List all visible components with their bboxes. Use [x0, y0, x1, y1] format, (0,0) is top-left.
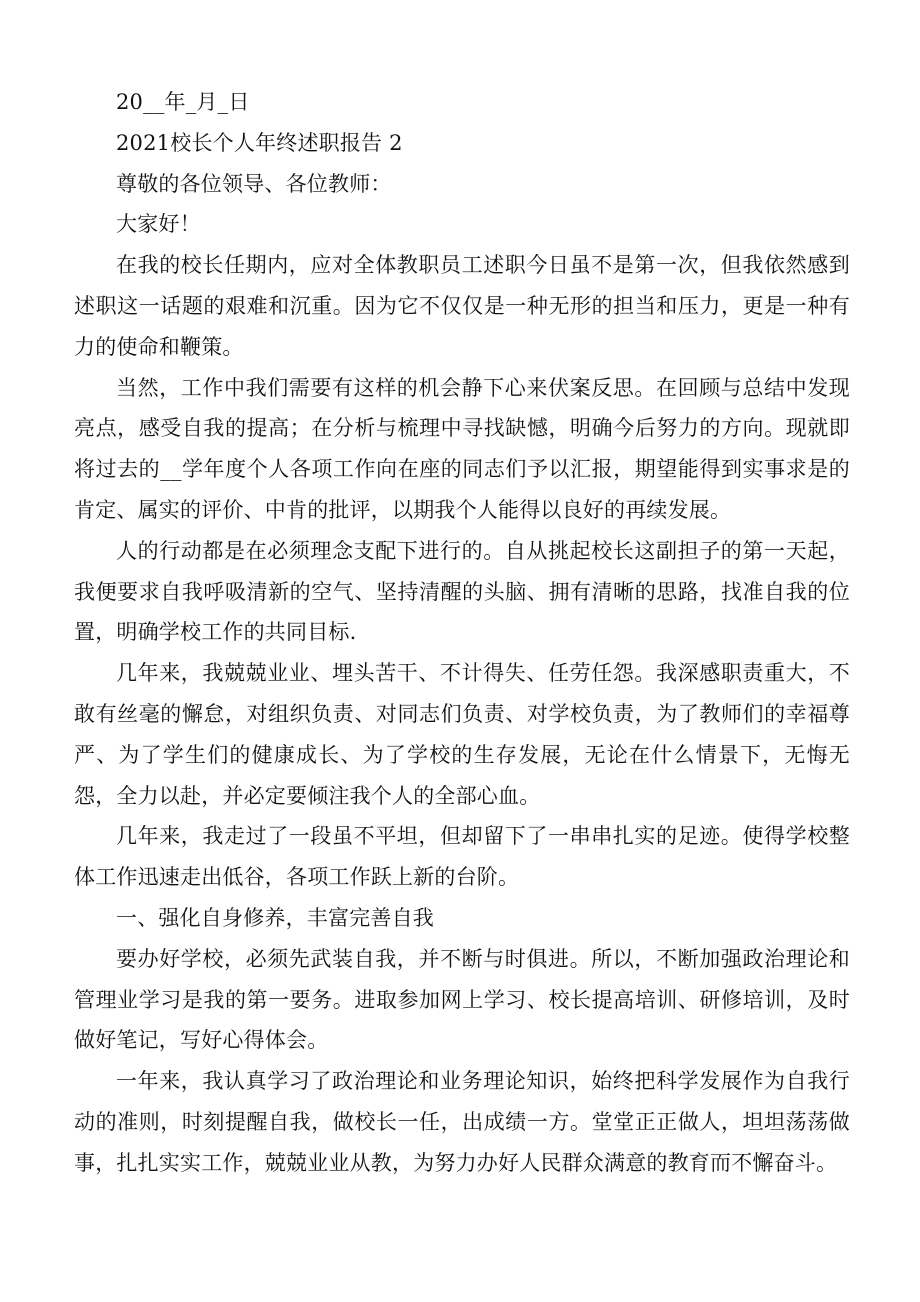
- paragraph-3: 人的行动都是在必须理念支配下进行的。自从挑起校长这副担子的第一天起，我便要求自我呼吸清新的空气、坚持清醒的头脑、拥有清晰的思路，找准自我的位置，明确学校工作的共同目标.: [74, 538, 850, 645]
- paragraph-1: 在我的校长任期内，应对全体教职员工述职今日虽不是第一次，但我依然感到述职这一话题的艰难和沉重。因为它不仅仅是一种无形的担当和压力，更是一种有力的使命和鞭策。: [74, 253, 850, 359]
- document-title: 2021校长个人年终述职报告 2: [116, 130, 403, 155]
- paragraph-2: 当然，工作中我们需要有这样的机会静下心来伏案反思。在回顾与总结中发现亮点，感受自我的提高；在分析与梳理中寻找缺憾，明确今后努力的方向。现就即将过去的__学年度个人各项工作向在座的同志们予以汇报，期望能得到实事求是的肯定、属实的评价、中肯的批评，以期我个人能得以良好的再续发展。: [74, 375, 850, 522]
- salutation: 尊敬的各位领导、各位教师：: [116, 171, 392, 196]
- section-heading: 一、强化自身修养，丰富完善自我: [116, 905, 434, 930]
- date-line: 20__年_月_日: [116, 90, 250, 114]
- section-paragraph-2: 一年来，我认真学习了政治理论和业务理论知识，始终把科学发展作为自我行动的准则，时刻提醒自我，做校长一任，出成绩一方。堂堂正正做人，坦坦荡荡做事，扎扎实实工作，兢兢业业从教，为努力办好人民群众满意的教育而不懈奋斗。: [74, 1069, 850, 1175]
- greeting: 大家好！: [116, 212, 201, 237]
- section-paragraph-1: 要办好学校，必须先武装自我，并不断与时俱进。所以，不断加强政治理论和管理业学习是我的第一要务。进取参加网上学习、校长提高培训、研修培训，及时做好笔记，写好心得体会。: [74, 946, 850, 1053]
- paragraph-4: 几年来，我兢兢业业、埋头苦干、不计得失、任劳任怨。我深感职责重大，不敢有丝毫的懈怠，对组织负责、对同志们负责、对学校负责，为了教师们的幸福尊严、为了学生们的健康成长、为了学校的生存发展，无论在什么情景下，无悔无怨，全力以赴，并必定要倾注我个人的全部心血。: [74, 661, 850, 808]
- paragraph-5: 几年来，我走过了一段虽不平坦，但却留下了一串串扎实的足迹。使得学校整体工作迅速走出低谷，各项工作跃上新的台阶。: [74, 824, 850, 890]
- document-body: [74, 82, 850, 1184]
